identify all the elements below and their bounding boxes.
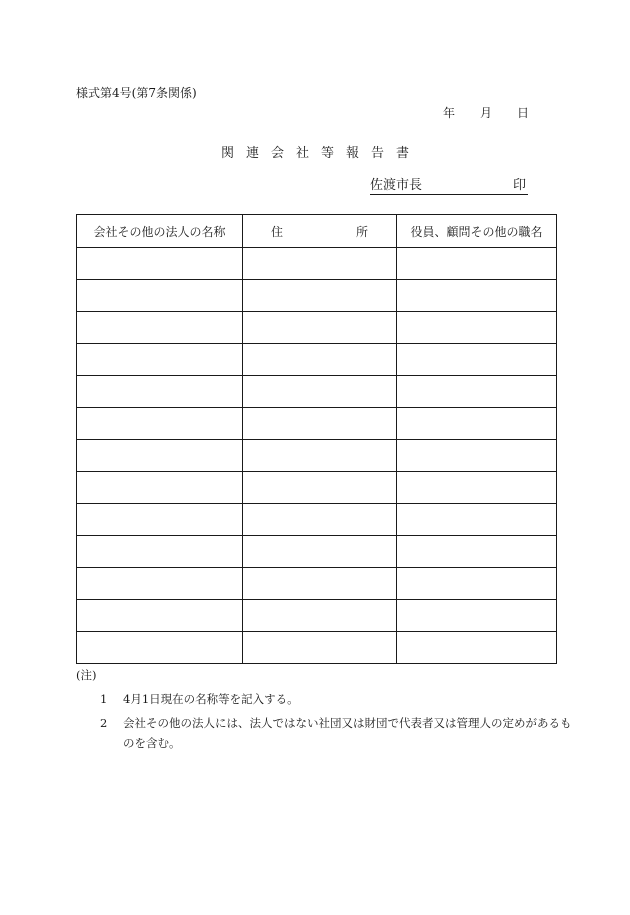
note-item	[76, 689, 576, 709]
date-day-label: 日	[517, 106, 530, 120]
table-row	[77, 376, 557, 408]
table-row	[77, 248, 557, 280]
position-cell[interactable]	[397, 568, 557, 600]
address-cell[interactable]	[243, 632, 397, 664]
notes-section	[76, 667, 576, 753]
table-row	[77, 472, 557, 504]
table-header-row	[77, 215, 557, 248]
table-body	[77, 248, 557, 664]
header-position: 役員、顧問その他の職名	[397, 215, 557, 248]
address-cell[interactable]	[243, 280, 397, 312]
notes-heading: (注)	[76, 668, 97, 682]
table-row	[77, 600, 557, 632]
position-cell[interactable]	[397, 280, 557, 312]
table-row	[77, 408, 557, 440]
company-name-cell[interactable]	[77, 504, 243, 536]
position-cell[interactable]	[397, 408, 557, 440]
company-name-cell[interactable]	[77, 568, 243, 600]
address-cell[interactable]	[243, 600, 397, 632]
table-row	[77, 280, 557, 312]
note-item	[76, 713, 576, 753]
company-name-cell[interactable]	[77, 536, 243, 568]
address-cell[interactable]	[243, 376, 397, 408]
position-cell[interactable]	[397, 440, 557, 472]
company-name-cell[interactable]	[77, 600, 243, 632]
company-name-cell[interactable]	[77, 408, 243, 440]
table-row	[77, 504, 557, 536]
address-cell[interactable]	[243, 504, 397, 536]
date-line	[443, 104, 529, 121]
table-row	[77, 536, 557, 568]
addressee-line	[370, 178, 528, 195]
note-number: 1	[100, 692, 108, 706]
address-cell[interactable]	[243, 440, 397, 472]
position-cell[interactable]	[397, 600, 557, 632]
address-cell[interactable]	[243, 344, 397, 376]
company-name-cell[interactable]	[77, 376, 243, 408]
position-cell[interactable]	[397, 472, 557, 504]
header-company-name: 会社その他の法人の名称	[77, 215, 243, 248]
position-cell[interactable]	[397, 376, 557, 408]
address-cell[interactable]	[243, 472, 397, 504]
address-cell[interactable]	[243, 568, 397, 600]
header-address-part1: 住	[271, 224, 284, 239]
address-cell[interactable]	[243, 536, 397, 568]
company-name-cell[interactable]	[77, 280, 243, 312]
note-text: 会社その他の法人には、法人ではない社団又は財団で代表者又は管理人の定めがあるものを含む。	[123, 716, 572, 750]
header-address	[243, 215, 397, 248]
note-number: 2	[100, 716, 108, 730]
address-cell[interactable]	[243, 248, 397, 280]
note-text: 4月1日現在の名称等を記入する。	[123, 692, 299, 706]
document-title: 関連会社等報告書	[220, 146, 421, 161]
date-month-label: 月	[480, 106, 493, 120]
company-name-cell[interactable]	[77, 440, 243, 472]
position-cell[interactable]	[397, 248, 557, 280]
position-cell[interactable]	[397, 344, 557, 376]
company-name-cell[interactable]	[77, 344, 243, 376]
addressee-name: 佐渡市長	[370, 178, 423, 193]
position-cell[interactable]	[397, 632, 557, 664]
position-cell[interactable]	[397, 504, 557, 536]
report-table	[76, 214, 557, 664]
company-name-cell[interactable]	[77, 472, 243, 504]
header-address-part2: 所	[355, 224, 368, 239]
table-row	[77, 344, 557, 376]
address-cell[interactable]	[243, 312, 397, 344]
position-cell[interactable]	[397, 312, 557, 344]
table-row	[77, 312, 557, 344]
company-name-cell[interactable]	[77, 312, 243, 344]
table-row	[77, 632, 557, 664]
form-number: 様式第4号(第7条関係)	[76, 86, 197, 100]
address-cell[interactable]	[243, 408, 397, 440]
date-year-label: 年	[443, 106, 456, 120]
seal-mark: 印	[512, 178, 526, 193]
table-row	[77, 440, 557, 472]
table-row	[77, 568, 557, 600]
company-name-cell[interactable]	[77, 248, 243, 280]
company-name-cell[interactable]	[77, 632, 243, 664]
position-cell[interactable]	[397, 536, 557, 568]
